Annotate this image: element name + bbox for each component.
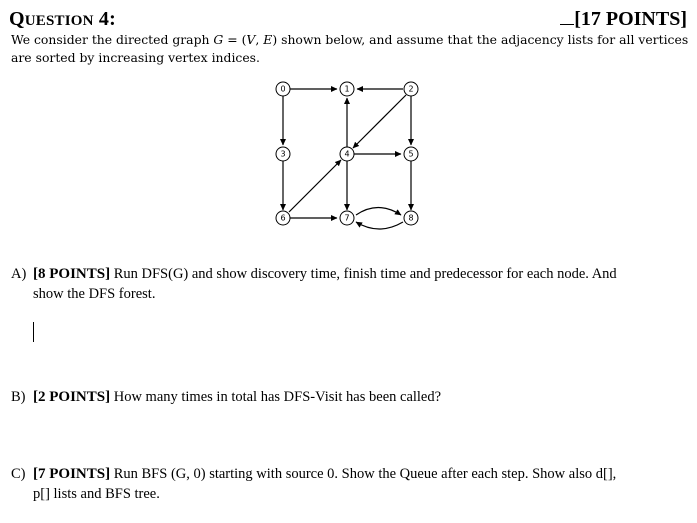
svg-text:4: 4 [344, 149, 350, 159]
svg-text:5: 5 [408, 149, 414, 159]
graph-node-7 [340, 211, 354, 225]
svg-text:3: 3 [280, 149, 286, 159]
svg-text:1: 1 [344, 84, 350, 94]
svg-text:6: 6 [280, 213, 286, 223]
edge-8-7 [356, 222, 403, 229]
question-c: C) [7 POINTS] Run BFS (G, 0) starting with source 0. Show the Queue after each step. Show also d[], p[] lists and BFS tree. [11, 466, 617, 502]
graph-node-5 [404, 147, 418, 161]
graph-node-4 [340, 147, 354, 161]
graph-node-2 [404, 82, 418, 96]
svg-text:8: 8 [408, 213, 414, 223]
question-intro: We consider the directed graph G = (V, E) shown below, and assume that the adjacency lists for all vertices are sorted by increasing vertex indices. [11, 32, 689, 65]
svg-text:2: 2 [408, 84, 414, 94]
question-b: B) [2 POINTS] How many times in total has DFS-Visit has been called? [11, 389, 442, 405]
graph-node-0 [276, 82, 290, 96]
graph-node-6 [276, 211, 290, 225]
question-title: QUESTION 4: [9, 8, 116, 30]
svg-text:0: 0 [280, 84, 286, 94]
question-a: A) [8 POINTS] Run DFS(G) and show discovery time, finish time and predecessor for each node. And show the DFS forest. [11, 266, 617, 302]
graph-node-1 [340, 82, 354, 96]
svg-text:7: 7 [344, 213, 350, 223]
question-points: [17 POINTS] [560, 8, 687, 31]
text-cursor[interactable] [33, 322, 34, 342]
edge-6-4 [289, 160, 341, 212]
edge-2-4 [353, 95, 406, 148]
graph-node-8 [404, 211, 418, 225]
graph-node-3 [276, 147, 290, 161]
edge-7-8 [356, 208, 401, 216]
